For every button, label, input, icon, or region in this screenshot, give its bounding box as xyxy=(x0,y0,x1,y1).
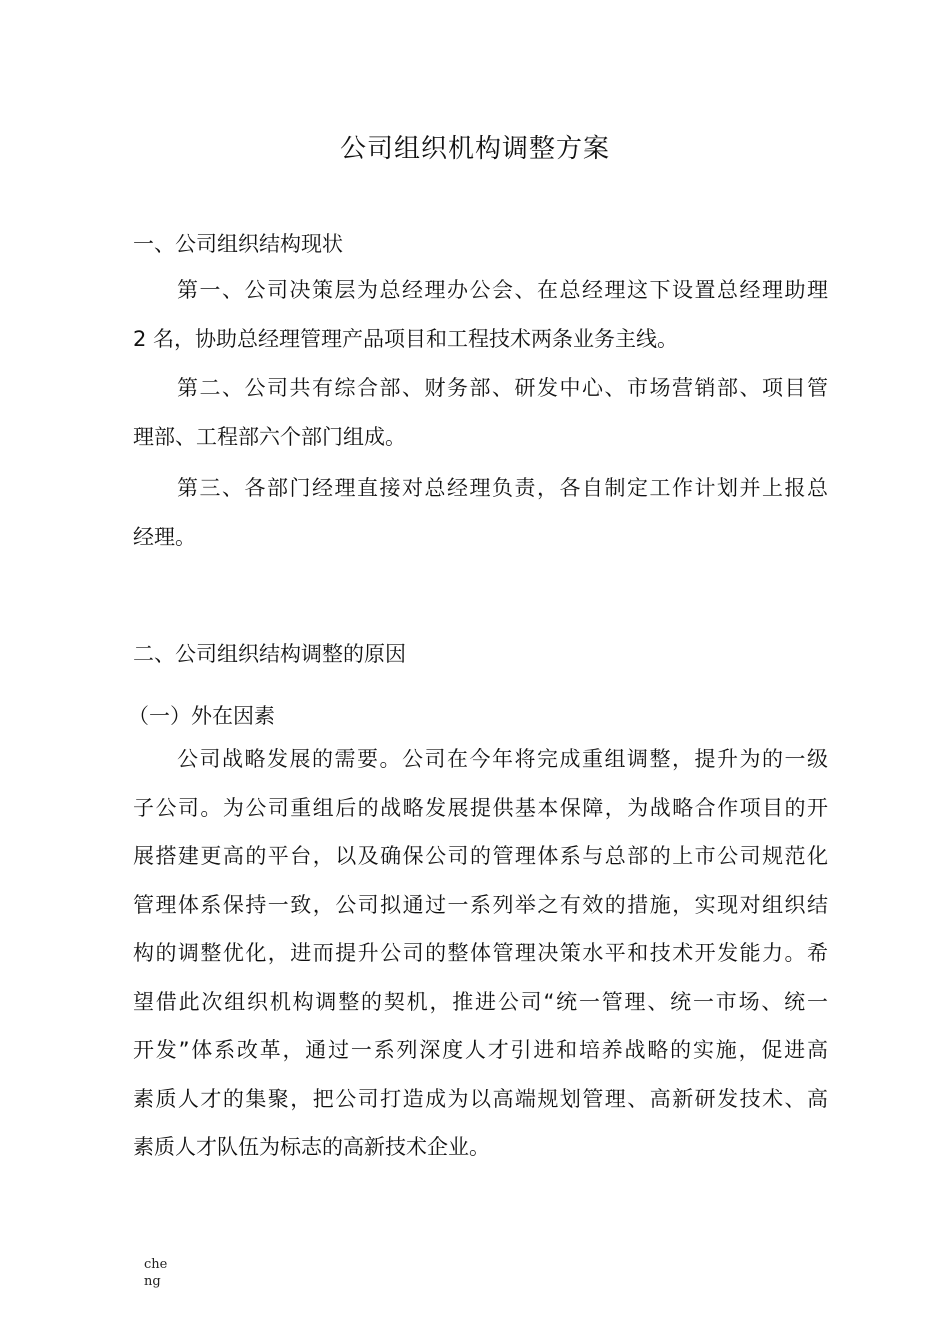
paragraph-line: 2 名，协助总经理管理产品项目和工程技术两条业务主线。 xyxy=(133,326,679,351)
paragraph-1 xyxy=(133,266,828,363)
section-heading-1: 一、公司组织结构现状 xyxy=(133,232,343,256)
paragraph-line: 第一、公司决策层为总经理办公会、在总经理这下设置总经理助理 xyxy=(177,278,828,302)
paragraph-line: 子公司。为公司重组后的战略发展提供基本保障，为战略合作项目的开 xyxy=(133,795,828,820)
paragraph-line: 展搭建更高的平台，以及确保公司的管理体系与总部的上市公司规范化 xyxy=(133,844,828,868)
paragraph-line: 理部、工程部六个部门组成。 xyxy=(133,424,406,449)
paragraph-line: 素质人才的集聚，把公司打造成为以高端规划管理、高新研发技术、高 xyxy=(133,1086,828,1111)
paragraph-3 xyxy=(133,464,828,561)
paragraph-line: 开发”体系改革，通过一系列深度人才引进和培养战略的实施，促进高 xyxy=(133,1038,828,1062)
paragraph-line: 构的调整优化，进而提升公司的整体管理决策水平和技术开发能力。希 xyxy=(133,941,828,965)
paragraph-2 xyxy=(133,364,828,461)
paragraph-line: 第三、各部门经理直接对总经理负责，各自制定工作计划并上报总 xyxy=(177,476,828,500)
paragraph-line: 望借此次组织机构调整的契机，推进公司“统一管理、统一市场、统一 xyxy=(133,989,828,1014)
subsection-heading: （一）外在因素 xyxy=(128,704,275,728)
paragraph-line: 经理。 xyxy=(133,524,196,549)
footer-note: che ng xyxy=(144,1257,168,1289)
paragraph-line: 管理体系保持一致，公司拟通过一系列举之有效的措施，实现对组织结 xyxy=(133,892,828,917)
paragraph-4 xyxy=(133,735,828,1172)
section-heading-2: 二、公司组织结构调整的原因 xyxy=(133,642,406,666)
paragraph-line: 公司战略发展的需要。公司在今年将完成重组调整，提升为的一级 xyxy=(177,747,828,771)
document-title: 公司组织机构调整方案 xyxy=(339,134,610,164)
paragraph-line: 素质人才队伍为标志的高新技术企业。 xyxy=(133,1135,490,1159)
paragraph-line: 第二、公司共有综合部、财务部、研发中心、市场营销部、项目管 xyxy=(177,376,828,400)
